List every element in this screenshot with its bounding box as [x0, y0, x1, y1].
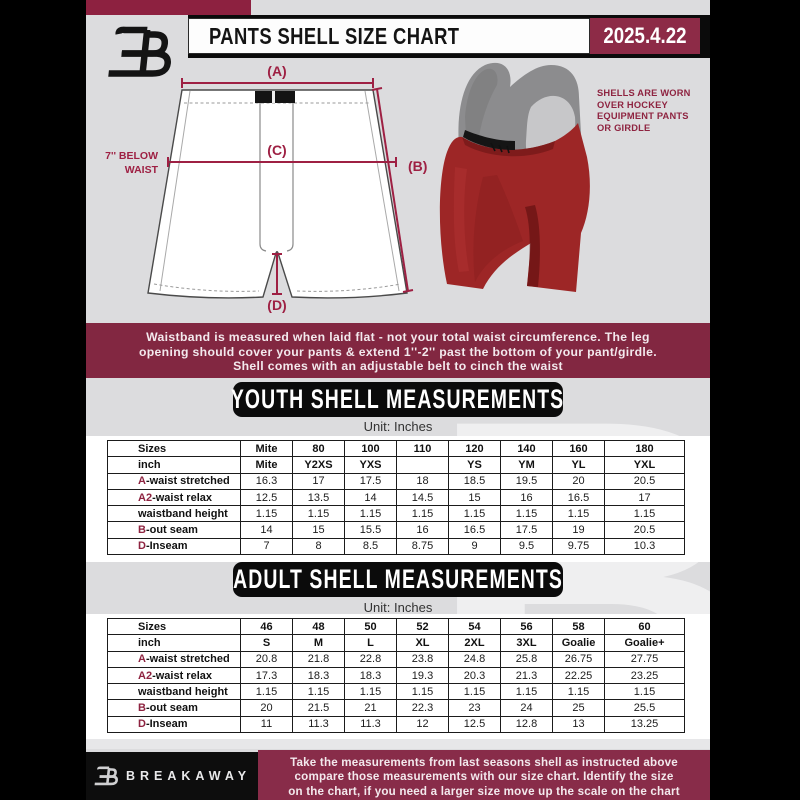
- value-cell: 7: [241, 538, 293, 554]
- info-line: Shell comes with an adjustable belt to cinch the waist: [233, 359, 563, 374]
- table-row: [108, 522, 685, 538]
- table-row: [108, 700, 685, 716]
- shells-worn-note: [597, 88, 709, 134]
- value-cell: 14: [345, 489, 397, 505]
- page-edge-shadow: [86, 739, 710, 749]
- table-row: [108, 667, 685, 683]
- value-cell: 8.5: [345, 538, 397, 554]
- table-row: [108, 538, 685, 554]
- value-cell: 52: [397, 619, 449, 635]
- value-cell: 3XL: [501, 635, 553, 651]
- value-cell: 17.3: [241, 667, 293, 683]
- brand-name: BREAKAWAY: [125, 769, 252, 783]
- value-cell: Mite: [241, 441, 293, 457]
- date-text: 2025.4.22: [603, 23, 687, 48]
- value-cell: 15: [293, 522, 345, 538]
- below-waist-note-line2: WAIST: [124, 164, 158, 176]
- footer-line: compare those measurements with our size chart. Identify the size: [294, 770, 674, 784]
- value-cell: 48: [293, 619, 345, 635]
- row-label: B-out seam: [108, 522, 241, 538]
- value-cell: 21.5: [293, 700, 345, 716]
- row-label: Sizes: [108, 441, 241, 457]
- value-cell: Goalie+: [605, 635, 685, 651]
- value-cell: 1.15: [345, 684, 397, 700]
- row-label: B-out seam: [108, 700, 241, 716]
- note-line: OVER HOCKEY: [597, 99, 668, 110]
- value-cell: 20.5: [605, 522, 685, 538]
- value-cell: 18.3: [345, 667, 397, 683]
- row-label: waistband height: [108, 684, 241, 700]
- page-title-box: [188, 18, 590, 54]
- footer-brand-box: [86, 752, 258, 800]
- value-cell: 60: [605, 619, 685, 635]
- value-cell: 13.25: [605, 716, 685, 732]
- value-cell: 17: [293, 473, 345, 489]
- value-cell: 20: [553, 473, 605, 489]
- value-cell: 1.15: [345, 506, 397, 522]
- value-cell: 20.3: [449, 667, 501, 683]
- row-label: inch: [108, 635, 241, 651]
- value-cell: 11.3: [345, 716, 397, 732]
- value-cell: 12.8: [501, 716, 553, 732]
- page-title: PANTS SHELL SIZE CHART: [209, 22, 460, 49]
- value-cell: 11: [241, 716, 293, 732]
- value-cell: Mite: [241, 457, 293, 473]
- adult-banner-text: ADULT SHELL MEASUREMENTS: [233, 564, 563, 594]
- diagram-label-d: (D): [267, 297, 287, 313]
- value-cell: 160: [553, 441, 605, 457]
- adult-table-panel: [86, 614, 710, 740]
- value-cell: 9.75: [553, 538, 605, 554]
- date-badge: [590, 18, 700, 54]
- adult-size-table: [107, 618, 685, 733]
- value-cell: YXS: [345, 457, 397, 473]
- value-cell: YXL: [605, 457, 685, 473]
- table-row: [108, 489, 685, 505]
- value-cell: 1.15: [397, 684, 449, 700]
- row-label: A-waist stretched: [108, 473, 241, 489]
- shell-product-photo: [435, 57, 595, 319]
- value-cell: 12.5: [241, 489, 293, 505]
- table-row: [108, 506, 685, 522]
- table-row: [108, 635, 685, 651]
- value-cell: 12.5: [449, 716, 501, 732]
- youth-size-table: [107, 440, 685, 555]
- breakaway-logo-icon: [104, 22, 174, 82]
- value-cell: 10.3: [605, 538, 685, 554]
- value-cell: 1.15: [449, 684, 501, 700]
- row-label: waistband height: [108, 506, 241, 522]
- adult-section-banner: [233, 562, 563, 597]
- measure-letter: A2: [138, 669, 153, 682]
- table-row: [108, 457, 685, 473]
- adult-unit-label: Unit: Inches: [363, 600, 433, 615]
- value-cell: 1.15: [449, 506, 501, 522]
- value-cell: 22.3: [397, 700, 449, 716]
- note-line: EQUIPMENT PANTS: [597, 111, 689, 122]
- row-label: inch: [108, 457, 241, 473]
- shell-measurement-diagram: [96, 58, 436, 322]
- table-row: [108, 651, 685, 667]
- row-label: A2-waist relax: [108, 667, 241, 683]
- value-cell: 25.5: [605, 700, 685, 716]
- table-row: [108, 473, 685, 489]
- value-cell: 21.8: [293, 651, 345, 667]
- value-cell: 24.8: [449, 651, 501, 667]
- value-cell: 27.75: [605, 651, 685, 667]
- value-cell: 14: [241, 522, 293, 538]
- value-cell: 18: [397, 473, 449, 489]
- value-cell: 140: [501, 441, 553, 457]
- value-cell: 1.15: [293, 506, 345, 522]
- value-cell: 16.5: [553, 489, 605, 505]
- below-waist-note-line1: 7'' BELOW: [105, 150, 158, 162]
- value-cell: 16: [397, 522, 449, 538]
- value-cell: 17: [605, 489, 685, 505]
- value-cell: 17.5: [501, 522, 553, 538]
- value-cell: 16.5: [449, 522, 501, 538]
- measure-letter: B: [138, 702, 146, 715]
- measure-letter: A: [138, 653, 146, 666]
- value-cell: 12: [397, 716, 449, 732]
- value-cell: 2XL: [449, 635, 501, 651]
- measure-letter: A2: [138, 491, 153, 504]
- value-cell: 1.15: [241, 506, 293, 522]
- value-cell: 18.3: [293, 667, 345, 683]
- table-row: [108, 684, 685, 700]
- value-cell: 8.75: [397, 538, 449, 554]
- value-cell: 26.75: [553, 651, 605, 667]
- value-cell: 14.5: [397, 489, 449, 505]
- value-cell: 19.5: [501, 473, 553, 489]
- value-cell: 23.8: [397, 651, 449, 667]
- value-cell: Y2XS: [293, 457, 345, 473]
- row-label: D-Inseam: [108, 538, 241, 554]
- measure-letter: B: [138, 524, 146, 537]
- info-line: opening should cover your pants & extend 1''-2'' past the bottom of your pant/girdle.: [138, 344, 658, 359]
- value-cell: 50: [345, 619, 397, 635]
- note-line: SHELLS ARE WORN: [597, 88, 691, 98]
- value-cell: L: [345, 635, 397, 651]
- footer-instructions: [258, 750, 710, 800]
- value-cell: 9: [449, 538, 501, 554]
- value-cell: 25: [553, 700, 605, 716]
- footer-line: on the chart, if you need a larger size move up the scale on the chart: [288, 784, 680, 798]
- value-cell: 1.15: [553, 684, 605, 700]
- youth-banner-text: YOUTH SHELL MEASUREMENTS: [231, 384, 565, 414]
- table-row: [108, 619, 685, 635]
- measure-letter: D: [138, 540, 146, 553]
- value-cell: 15: [449, 489, 501, 505]
- value-cell: 17.5: [345, 473, 397, 489]
- row-label: D-Inseam: [108, 716, 241, 732]
- value-cell: 23.25: [605, 667, 685, 683]
- value-cell: M: [293, 635, 345, 651]
- value-cell: 58: [553, 619, 605, 635]
- table-row: [108, 716, 685, 732]
- value-cell: 54: [449, 619, 501, 635]
- value-cell: 80: [293, 441, 345, 457]
- value-cell: 21.3: [501, 667, 553, 683]
- value-cell: YS: [449, 457, 501, 473]
- diagram-label-a: (A): [267, 63, 287, 79]
- waistband-info-banner: [86, 323, 710, 378]
- value-cell: 9.5: [501, 538, 553, 554]
- value-cell: 1.15: [241, 684, 293, 700]
- value-cell: 16.3: [241, 473, 293, 489]
- youth-section-banner: [233, 382, 563, 417]
- value-cell: 110: [397, 441, 449, 457]
- top-maroon-strip: [86, 0, 251, 15]
- value-cell: 22.25: [553, 667, 605, 683]
- value-cell: 1.15: [293, 684, 345, 700]
- value-cell: 18.5: [449, 473, 501, 489]
- value-cell: 11.3: [293, 716, 345, 732]
- row-label: A-waist stretched: [108, 651, 241, 667]
- note-line: OR GIRDLE: [597, 122, 651, 133]
- value-cell: 20.5: [605, 473, 685, 489]
- value-cell: 1.15: [553, 506, 605, 522]
- value-cell: Goalie: [553, 635, 605, 651]
- value-cell: 19: [553, 522, 605, 538]
- value-cell: 13.5: [293, 489, 345, 505]
- breakaway-logo-small-icon: [93, 764, 119, 788]
- value-cell: 13: [553, 716, 605, 732]
- measure-letter: A: [138, 475, 146, 488]
- info-line: Waistband is measured when laid flat - not your total waist circumference. The leg: [146, 330, 650, 344]
- value-cell: 180: [605, 441, 685, 457]
- value-cell: 1.15: [605, 684, 685, 700]
- value-cell: [397, 457, 449, 473]
- value-cell: 1.15: [501, 684, 553, 700]
- diagram-label-c: (C): [267, 142, 287, 158]
- value-cell: 46: [241, 619, 293, 635]
- youth-unit-label: Unit: Inches: [363, 419, 433, 434]
- sheet: [86, 0, 710, 800]
- value-cell: YL: [553, 457, 605, 473]
- value-cell: 8: [293, 538, 345, 554]
- value-cell: 21: [345, 700, 397, 716]
- value-cell: 24: [501, 700, 553, 716]
- value-cell: S: [241, 635, 293, 651]
- value-cell: XL: [397, 635, 449, 651]
- measure-letter: D: [138, 718, 146, 731]
- value-cell: 120: [449, 441, 501, 457]
- value-cell: 100: [345, 441, 397, 457]
- youth-table-panel: [86, 436, 710, 562]
- value-cell: 56: [501, 619, 553, 635]
- value-cell: YM: [501, 457, 553, 473]
- value-cell: 19.3: [397, 667, 449, 683]
- value-cell: 22.8: [345, 651, 397, 667]
- value-cell: 1.15: [501, 506, 553, 522]
- footer-line: Take the measurements from last seasons shell as instructed above: [290, 756, 678, 769]
- value-cell: 15.5: [345, 522, 397, 538]
- value-cell: 23: [449, 700, 501, 716]
- value-cell: 16: [501, 489, 553, 505]
- value-cell: 20: [241, 700, 293, 716]
- row-label: A2-waist relax: [108, 489, 241, 505]
- value-cell: 25.8: [501, 651, 553, 667]
- value-cell: 20.8: [241, 651, 293, 667]
- value-cell: 1.15: [397, 506, 449, 522]
- diagram-label-b: (B): [408, 158, 428, 174]
- row-label: Sizes: [108, 619, 241, 635]
- table-row: [108, 441, 685, 457]
- value-cell: 1.15: [605, 506, 685, 522]
